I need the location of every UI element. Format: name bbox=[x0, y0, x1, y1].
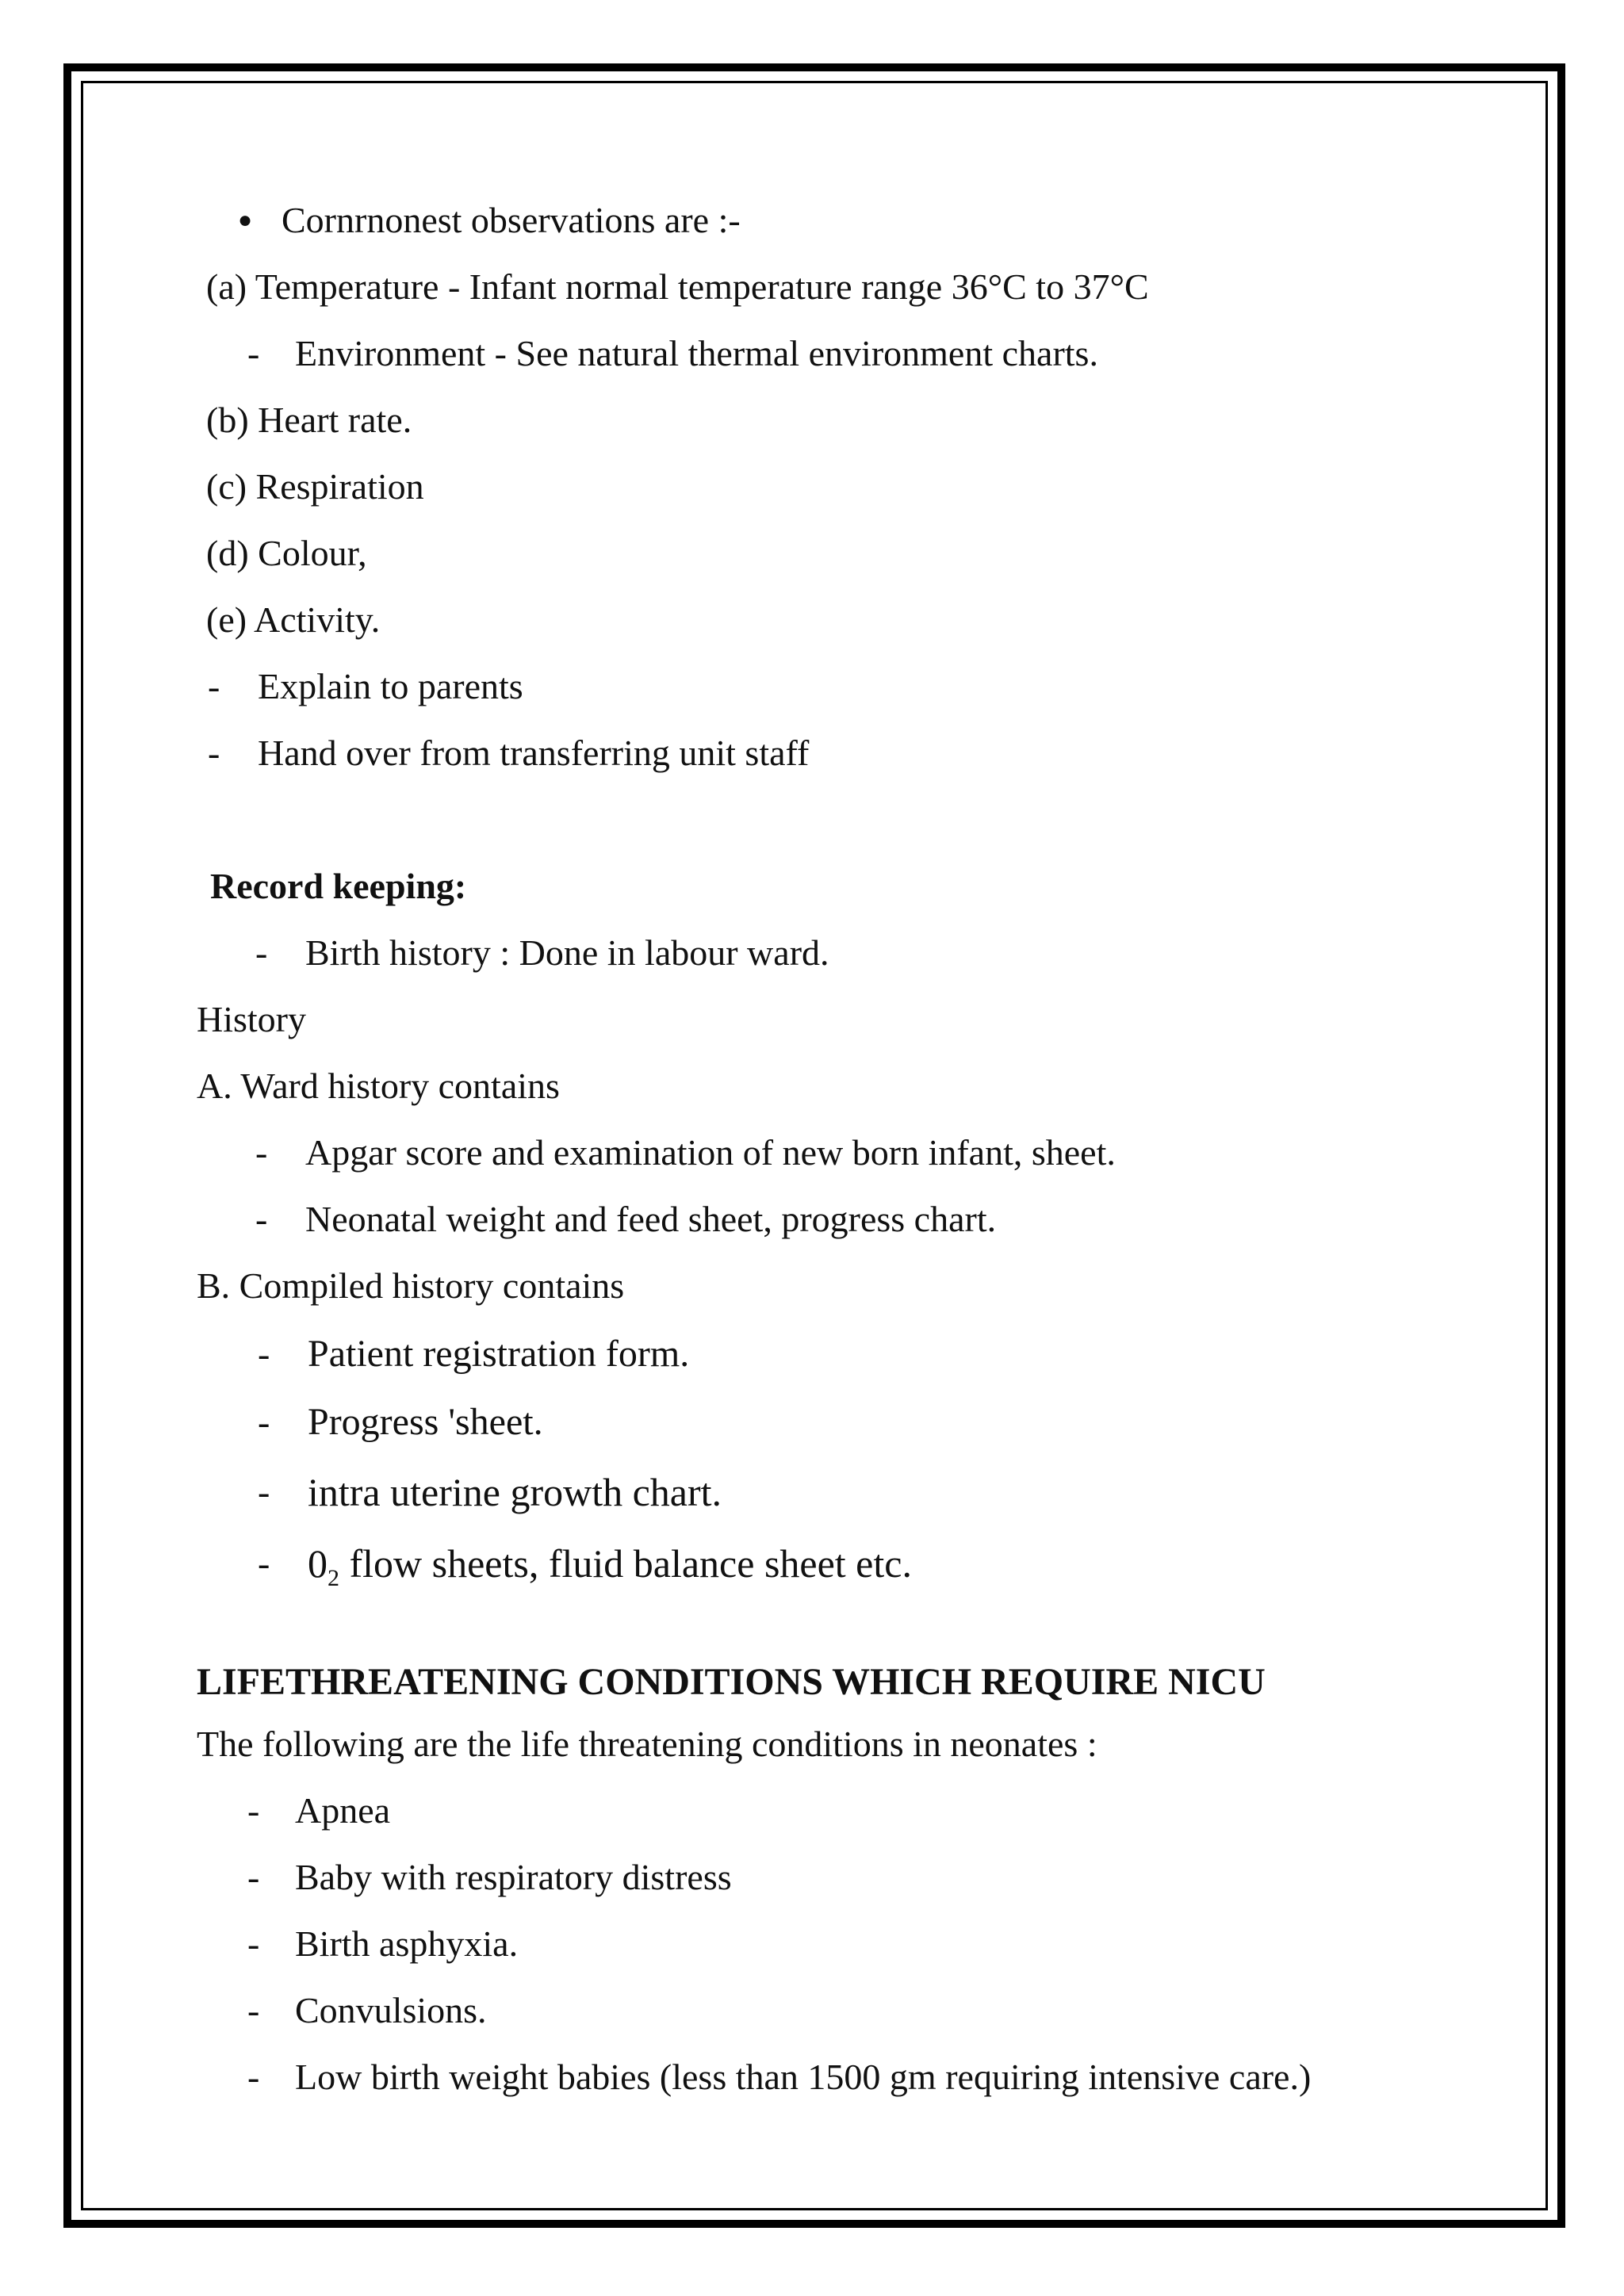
birth-history: Birth history : Done in labour ward. bbox=[305, 932, 829, 973]
observation-temperature: (a) Temperature - Infant normal temperature range 36°C to 37°C bbox=[206, 266, 1149, 307]
dash: - bbox=[208, 666, 220, 706]
dash: - bbox=[247, 333, 260, 373]
record-keeping-heading: Record keeping: bbox=[210, 866, 467, 906]
nicu-item-low-birth-weight: Low birth weight babies (less than 1500 gm requiring intensive care.) bbox=[295, 2057, 1312, 2097]
dash: - bbox=[255, 1199, 268, 1239]
compiled-item-growth-chart: intra uterine growth chart. bbox=[308, 1470, 722, 1514]
o2-rest: flow sheets, fluid balance sheet etc. bbox=[339, 1541, 912, 1586]
ward-item-neonatal-weight: Neonatal weight and feed sheet, progress chart. bbox=[305, 1199, 997, 1239]
nicu-item-convulsions: Convulsions. bbox=[295, 1990, 487, 2030]
nicu-item-birth-asphyxia: Birth asphyxia. bbox=[295, 1923, 519, 1964]
observation-hand-over: Hand over from transferring unit staff bbox=[258, 733, 810, 773]
nicu-item-respiratory-distress: Baby with respiratory distress bbox=[295, 1857, 732, 1897]
observation-explain-parents: Explain to parents bbox=[258, 666, 523, 706]
observation-colour: (d) Colour, bbox=[206, 533, 367, 573]
dash: - bbox=[258, 1471, 270, 1512]
dash: - bbox=[247, 1923, 260, 1964]
compiled-item-progress: Progress 'sheet. bbox=[308, 1401, 543, 1443]
bullet-icon: ● bbox=[238, 207, 253, 233]
compiled-history-heading: B. Compiled history contains bbox=[197, 1265, 625, 1306]
o2-subscript: 2 bbox=[327, 1565, 339, 1591]
o2-prefix: 0 bbox=[308, 1541, 327, 1586]
nicu-heading: LIFETHREATENING CONDITIONS WHICH REQUIRE NICU bbox=[197, 1661, 1266, 1703]
compiled-item-registration: Patient registration form. bbox=[308, 1333, 690, 1375]
dash: - bbox=[255, 932, 268, 973]
observation-environment: Environment - See natural thermal environment charts. bbox=[295, 333, 1098, 373]
dash: - bbox=[258, 1402, 270, 1442]
compiled-item-o2-sheets bbox=[308, 1541, 912, 1591]
dash: - bbox=[247, 1790, 260, 1831]
ward-history-heading: A. Ward history contains bbox=[197, 1066, 560, 1106]
dash: - bbox=[258, 1543, 270, 1583]
observation-respiration: (c) Respiration bbox=[206, 466, 424, 507]
observation-activity: (e) Activity. bbox=[206, 599, 381, 640]
nicu-item-apnea: Apnea bbox=[295, 1790, 391, 1831]
ward-item-apgar: Apgar score and examination of new born infant, sheet. bbox=[305, 1132, 1116, 1173]
observation-heart-rate: (b) Heart rate. bbox=[206, 400, 412, 440]
dash: - bbox=[258, 1334, 270, 1374]
dash: - bbox=[247, 1990, 260, 2030]
observations-title: Cornrnonest observations are :- bbox=[282, 200, 741, 240]
nicu-intro: The following are the life threatening conditions in neonates : bbox=[197, 1724, 1097, 1764]
history-label: History bbox=[197, 999, 306, 1039]
dash: - bbox=[247, 2057, 260, 2097]
dash: - bbox=[208, 733, 220, 773]
dash: - bbox=[255, 1132, 268, 1173]
dash: - bbox=[247, 1857, 260, 1897]
